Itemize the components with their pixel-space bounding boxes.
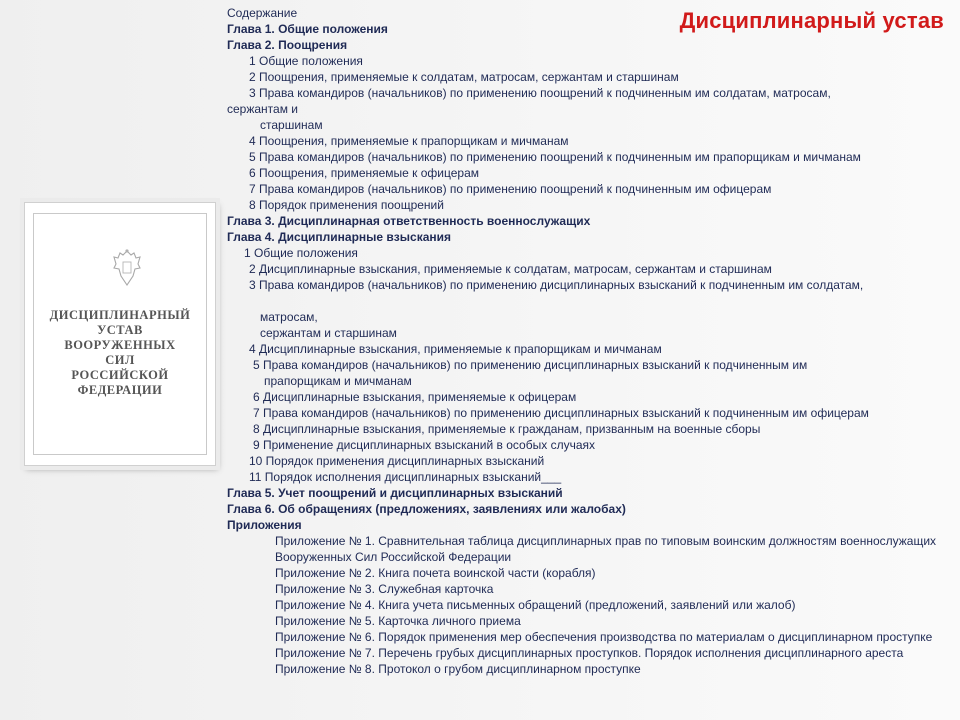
toc-appendix-item: Приложение № 3. Служебная карточка — [275, 582, 494, 596]
toc-item: 1 Общие положения — [244, 246, 358, 260]
toc-item-continuation: матросам, — [260, 310, 318, 324]
slide-title: Дисциплинарный устав — [679, 8, 944, 33]
toc-item: 10 Порядок применения дисциплинарных взысканий — [249, 454, 545, 468]
book-title-line: ВООРУЖЕННЫХ — [64, 338, 176, 352]
toc-item: 7 Права командиров (начальников) по применению дисциплинарных взысканий к подчиненным им офицерам — [253, 406, 869, 420]
coat-of-arms-icon — [112, 248, 142, 288]
toc-item: 4 Дисциплинарные взыскания, применяемые к прапорщикам и мичманам — [249, 342, 662, 356]
book-cover-image — [24, 202, 216, 466]
book-title-line: ДИСЦИПЛИНАРНЫЙ — [49, 308, 191, 322]
toc-item: 4 Поощрения, применяемые к прапорщикам и мичманам — [249, 134, 569, 148]
toc-item-continuation: сержантам и — [227, 102, 298, 116]
book-title-line: УСТАВ — [97, 323, 143, 337]
toc-item: 8 Порядок применения поощрений — [249, 198, 444, 212]
toc-appendix-item: Приложение № 7. Перечень грубых дисциплинарных проступков. Порядок исполнения дисциплинарного ареста — [275, 646, 904, 660]
toc-item-continuation: сержантам и старшинам — [260, 326, 397, 340]
toc-item-continuation: старшинам — [260, 118, 323, 132]
toc-item: 2 Дисциплинарные взыскания, применяемые к солдатам, матросам, сержантам и старшинам — [249, 262, 772, 276]
toc-item: 2 Поощрения, применяемые к солдатам, матросам, сержантам и старшинам — [249, 70, 679, 84]
toc-appendix-item: Приложение № 6. Порядок применения мер обеспечения производства по материалам о дисциплинарном проступке — [275, 630, 933, 644]
book-cover-frame — [33, 213, 207, 455]
toc-chapter-6: Глава 6. Об обращениях (предложениях, заявлениях или жалобах) — [227, 502, 626, 516]
toc-appendix-item: Приложение № 4. Книга учета письменных обращений (предложений, заявлений или жалоб) — [275, 598, 796, 612]
toc-appendix-heading: Приложения — [227, 518, 302, 532]
toc-appendix-item: Приложение № 5. Карточка личного приема — [275, 614, 521, 628]
book-title-line: РОССИЙСКОЙ — [71, 368, 169, 382]
toc-item: 5 Права командиров (начальников) по применению дисциплинарных взысканий к подчиненным им — [253, 358, 808, 372]
table-of-contents — [227, 5, 949, 677]
toc-item-continuation: прапорщикам и мичманам — [264, 374, 412, 388]
toc-appendix-item: Приложение № 8. Протокол о грубом дисциплинарном проступке — [275, 662, 641, 676]
toc-chapter-4: Глава 4. Дисциплинарные взыскания — [227, 230, 451, 244]
toc-item: 11 Порядок исполнения дисциплинарных взысканий___ — [249, 470, 562, 484]
toc-item: 6 Дисциплинарные взыскания, применяемые к офицерам — [253, 390, 577, 404]
toc-item: 6 Поощрения, применяемые к офицерам — [249, 166, 480, 180]
toc-item: 1 Общие положения — [249, 54, 363, 68]
toc-item: 3 Права командиров (начальников) по применению поощрений к подчиненным им солдатам, матросам, — [249, 86, 831, 100]
toc-item: 3 Права командиров (начальников) по применению дисциплинарных взысканий к подчиненным им солдатам, — [249, 278, 864, 292]
toc-item: 8 Дисциплинарные взыскания, применяемые к гражданам, призванным на военные сборы — [253, 422, 761, 436]
toc-appendix-item: Приложение № 1. Сравнительная таблица дисциплинарных прав по типовым воинским должностям военнослужащих Вооруженных Сил Российской Федерации — [275, 534, 937, 564]
toc-item: 7 Права командиров (начальников) по применению поощрений к подчиненным им офицерам — [249, 182, 772, 196]
toc-chapter-2: Глава 2. Поощрения — [227, 38, 348, 52]
toc-spacer — [227, 293, 949, 309]
toc-heading: Содержание — [227, 6, 298, 20]
toc-appendix-item: Приложение № 2. Книга почета воинской части (корабля) — [275, 566, 596, 580]
book-title-line: ФЕДЕРАЦИИ — [77, 383, 163, 397]
toc-item: 9 Применение дисциплинарных взысканий в особых случаях — [253, 438, 595, 452]
toc-chapter-1: Глава 1. Общие положения — [227, 22, 388, 36]
book-cover-title — [34, 308, 206, 398]
toc-item: 5 Права командиров (начальников) по применению поощрений к подчиненным им прапорщикам и мичманам — [249, 150, 861, 164]
toc-chapter-5: Глава 5. Учет поощрений и дисциплинарных взысканий — [227, 486, 563, 500]
toc-chapter-3: Глава 3. Дисциплинарная ответственность военнослужащих — [227, 214, 591, 228]
book-title-line: СИЛ — [105, 353, 135, 367]
